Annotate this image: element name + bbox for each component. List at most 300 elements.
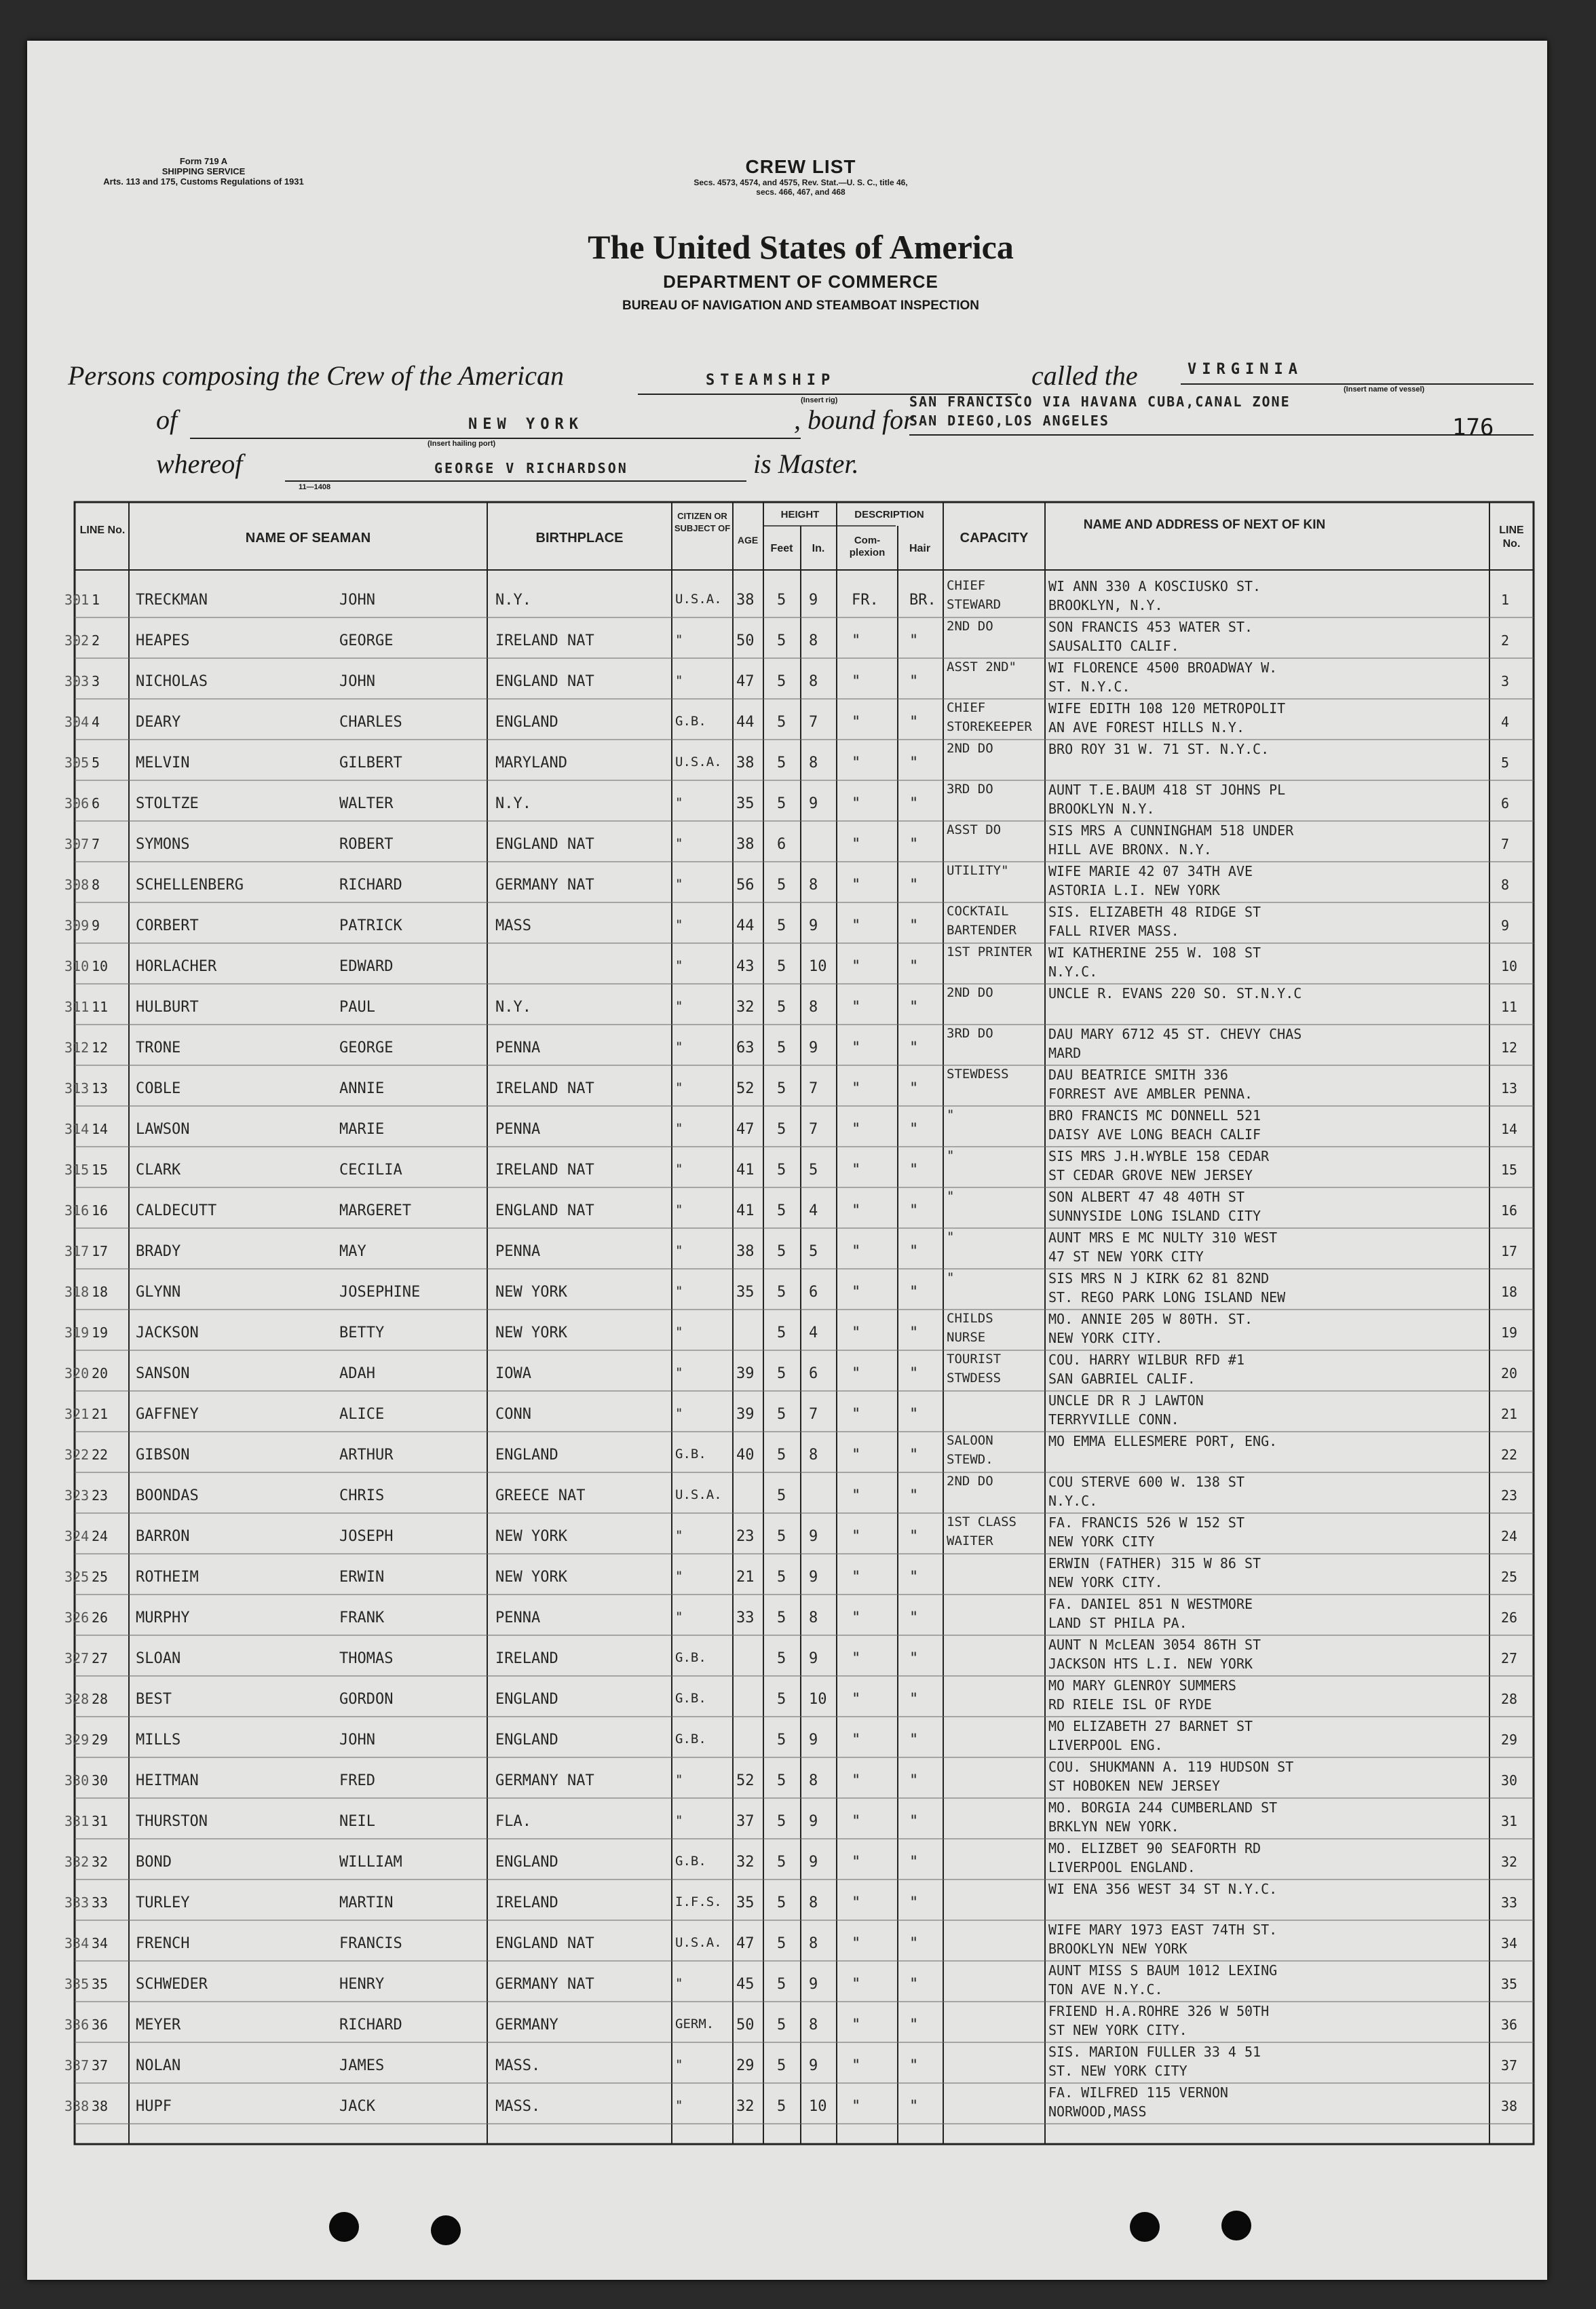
height-feet: 5	[777, 1935, 786, 1952]
citizenship: "	[675, 2057, 683, 2072]
capacity-line-1: CHIEF	[947, 700, 986, 715]
citizenship: "	[675, 958, 683, 973]
birthplace: IOWA	[495, 1365, 531, 1382]
citizenship: U.S.A.	[675, 1487, 722, 1502]
birthplace: MASS.	[495, 2098, 541, 2115]
complexion: "	[852, 836, 861, 853]
stamp-number: 314	[64, 1121, 90, 1137]
col-complexion: Com- plexion	[849, 535, 886, 558]
age: 52	[736, 1772, 755, 1789]
table-row	[27, 740, 1547, 780]
kin-line-1: MO. ELIZBET 90 SEAFORTH RD	[1048, 1840, 1261, 1856]
form-articles: Arts. 113 and 175, Customs Regulations of 1931	[103, 176, 304, 187]
line-number-right: 4	[1501, 714, 1510, 730]
kin-line-1: SIS. MARION FULLER 33 4 51	[1048, 2044, 1261, 2060]
complexion: "	[852, 1569, 861, 1586]
birthplace: ENGLAND NAT	[495, 1202, 594, 1219]
kin-line-2: LIVERPOOL ENGLAND.	[1048, 1859, 1196, 1875]
seaman-given-name: FRED	[339, 1772, 375, 1789]
kin-line-2: NEW YORK CITY.	[1048, 1330, 1163, 1346]
stamp-number: 302	[64, 632, 90, 649]
stamp-number: 313	[64, 1080, 90, 1096]
stamp-number: 303	[64, 673, 90, 689]
birthplace: ENGLAND	[495, 1854, 558, 1871]
birthplace: NEW YORK	[495, 1528, 567, 1545]
birthplace: NEW YORK	[495, 1569, 567, 1586]
age: 35	[736, 795, 755, 812]
kin-line-2: LAND ST PHILA PA.	[1048, 1615, 1188, 1631]
seaman-surname: DEARY	[136, 714, 181, 731]
stamp-number: 308	[64, 877, 90, 893]
line-number-right: 13	[1501, 1080, 1518, 1096]
kin-line-2: NORWOOD,MASS	[1048, 2103, 1147, 2120]
birthplace: IRELAND	[495, 1894, 558, 1911]
table-row	[27, 1350, 1547, 1391]
table-row	[27, 1025, 1547, 1065]
table-row	[27, 943, 1547, 984]
height-inches: 9	[809, 2057, 818, 2074]
line-number-right: 14	[1501, 1121, 1518, 1137]
line-number-right: 33	[1501, 1894, 1518, 1911]
birthplace: PENNA	[495, 1039, 541, 1056]
citizenship: "	[675, 2098, 683, 2113]
age: 38	[736, 755, 755, 771]
kin-line-1: FA. DANIEL 851 N WESTMORE	[1048, 1596, 1253, 1612]
seaman-given-name: JOHN	[339, 1732, 375, 1749]
stamp-number: 322	[64, 1447, 90, 1463]
stamp-number: 306	[64, 795, 90, 812]
crew-of-american-label: Persons composing the Crew of the American	[68, 360, 565, 391]
capacity-line-1: "	[947, 1270, 955, 1285]
table-row	[27, 1879, 1547, 1920]
table-row	[27, 1147, 1547, 1187]
kin-line-1: ERWIN (FATHER) 315 W 86 ST	[1048, 1555, 1261, 1571]
line-number-right: 6	[1501, 795, 1510, 812]
seaman-given-name: JAMES	[339, 2057, 385, 2074]
seaman-surname: GIBSON	[136, 1447, 190, 1464]
citizenship: G.B.	[675, 1447, 706, 1462]
hair: "	[909, 2017, 919, 2034]
age: 56	[736, 877, 755, 894]
seaman-given-name: RICHARD	[339, 877, 402, 894]
kin-line-2: TERRYVILLE CONN.	[1048, 1411, 1179, 1428]
height-feet: 5	[777, 795, 786, 812]
capacity-line-1: "	[947, 1229, 955, 1244]
seaman-surname: BOONDAS	[136, 1487, 199, 1504]
seaman-given-name: PATRICK	[339, 917, 402, 934]
seaman-surname: ROTHEIM	[136, 1569, 199, 1586]
birthplace: FLA.	[495, 1813, 531, 1830]
table-row	[27, 2042, 1547, 2083]
hair: "	[909, 1121, 919, 1138]
line-number: 27	[92, 1650, 109, 1666]
age: 32	[736, 1854, 755, 1871]
stamp-number: 328	[64, 1691, 90, 1707]
birthplace: GREECE NAT	[495, 1487, 586, 1504]
line-number: 22	[92, 1447, 109, 1463]
age: 38	[736, 1243, 755, 1260]
birthplace: ENGLAND NAT	[495, 836, 594, 853]
citizenship: G.B.	[675, 714, 706, 729]
hair: "	[909, 836, 919, 853]
complexion: "	[852, 673, 861, 690]
capacity-line-1: ASST 2ND"	[947, 660, 1016, 674]
capacity-line-1: CHIEF	[947, 578, 986, 593]
age: 38	[736, 836, 755, 853]
seaman-surname: MEYER	[136, 2017, 181, 2034]
citizenship: "	[675, 1365, 683, 1380]
height-feet: 5	[777, 714, 786, 731]
line-number: 23	[92, 1487, 109, 1504]
line-number-right: 19	[1501, 1324, 1518, 1341]
complexion: "	[852, 2057, 861, 2074]
age: 29	[736, 2057, 755, 2074]
hair: "	[909, 1813, 919, 1830]
line-number-right: 20	[1501, 1365, 1518, 1381]
capacity-line-1: "	[947, 1148, 955, 1163]
col-inches: In.	[812, 543, 825, 554]
birthplace: NEW YORK	[495, 1284, 567, 1301]
line-number-right: 31	[1501, 1813, 1518, 1829]
height-feet: 5	[777, 592, 786, 609]
line-number-right: 27	[1501, 1650, 1518, 1666]
binder-hole	[1130, 2212, 1160, 2242]
hair: "	[909, 1202, 919, 1219]
kin-line-1: UNCLE R. EVANS 220 SO. ST.N.Y.C	[1048, 985, 1302, 1001]
line-number: 28	[92, 1691, 109, 1707]
seaman-surname: CORBERT	[136, 917, 199, 934]
height-inches: 10	[809, 958, 827, 975]
kin-line-2: ST CEDAR GROVE NEW JERSEY	[1048, 1167, 1253, 1183]
hair: "	[909, 1162, 919, 1179]
seaman-given-name: CHRIS	[339, 1487, 385, 1504]
hair: "	[909, 1609, 919, 1626]
citizenship: "	[675, 1609, 683, 1624]
age: 39	[736, 1406, 755, 1423]
seaman-surname: CLARK	[136, 1162, 181, 1179]
citizenship: "	[675, 673, 683, 688]
line-number-right: 38	[1501, 2098, 1518, 2114]
line-number: 6	[92, 795, 100, 812]
stamp-number: 301	[64, 592, 90, 608]
age: 40	[736, 1447, 755, 1464]
seaman-surname: LAWSON	[136, 1121, 190, 1138]
stamp-number: 309	[64, 917, 90, 934]
height-inches: 9	[809, 1732, 818, 1749]
height-feet: 5	[777, 1854, 786, 1871]
line-number: 8	[92, 877, 100, 893]
col-name-of-seaman: NAME OF SEAMAN	[245, 531, 371, 546]
seaman-surname: HEAPES	[136, 632, 190, 649]
height-inches: 8	[809, 1894, 818, 1911]
complexion: "	[852, 1609, 861, 1626]
col-description: DESCRIPTION	[854, 509, 924, 520]
seaman-given-name: EDWARD	[339, 958, 394, 975]
complexion: "	[852, 632, 861, 649]
col-line-no-right: LINE No.	[1499, 524, 1524, 550]
birthplace: IRELAND NAT	[495, 1080, 594, 1097]
table-row	[27, 699, 1547, 740]
height-feet: 5	[777, 1121, 786, 1138]
complexion: "	[852, 714, 861, 731]
kin-line-2: NEW YORK CITY.	[1048, 1574, 1163, 1590]
complexion: "	[852, 1650, 861, 1667]
seaman-surname: JACKSON	[136, 1324, 199, 1341]
height-feet: 5	[777, 1976, 786, 1993]
stamp-number: 327	[64, 1650, 90, 1666]
birthplace: ENGLAND	[495, 1447, 558, 1464]
seaman-surname: CALDECUTT	[136, 1202, 217, 1219]
birthplace: ENGLAND	[495, 714, 558, 731]
hair: "	[909, 1324, 919, 1341]
seaman-surname: GAFFNEY	[136, 1406, 199, 1423]
hair: "	[909, 673, 919, 690]
line-number-right: 22	[1501, 1447, 1518, 1463]
line-number-right: 16	[1501, 1202, 1518, 1219]
citizenship: U.S.A.	[675, 1935, 722, 1950]
height-inches: 4	[809, 1324, 818, 1341]
capacity-line-1: 2ND DO	[947, 741, 993, 756]
height-feet: 5	[777, 1284, 786, 1301]
seaman-surname: SYMONS	[136, 836, 190, 853]
statute-line-1: Secs. 4573, 4574, and 4575, Rev. Stat.—U. S. C., title 46,	[694, 178, 908, 187]
line-number: 32	[92, 1854, 109, 1870]
complexion: "	[852, 1528, 861, 1545]
seaman-given-name: JOSEPHINE	[339, 1284, 421, 1301]
height-feet: 5	[777, 1609, 786, 1626]
hailing-port-value: NEW YORK	[468, 416, 584, 433]
height-feet: 5	[777, 958, 786, 975]
col-feet: Feet	[770, 543, 793, 554]
hair: "	[909, 999, 919, 1016]
citizenship: U.S.A.	[675, 592, 722, 607]
kin-line-1: WI ENA 356 WEST 34 ST N.Y.C.	[1048, 1881, 1278, 1897]
hair: "	[909, 1039, 919, 1056]
birthplace: GERMANY NAT	[495, 877, 594, 894]
kin-line-2: LIVERPOOL ENG.	[1048, 1737, 1163, 1753]
kin-line-2: ST. REGO PARK LONG ISLAND NEW	[1048, 1289, 1286, 1305]
hair: "	[909, 877, 919, 894]
seaman-surname: TRONE	[136, 1039, 181, 1056]
line-number-right: 2	[1501, 632, 1510, 649]
table-row	[27, 1106, 1547, 1147]
stamp-number: 307	[64, 836, 90, 852]
seaman-surname: HUPF	[136, 2098, 172, 2115]
height-inches: 8	[809, 755, 818, 771]
complexion: "	[852, 1243, 861, 1260]
table-row	[27, 1961, 1547, 2002]
seaman-surname: SANSON	[136, 1365, 190, 1382]
table-row	[27, 1717, 1547, 1757]
citizenship: "	[675, 1039, 683, 1054]
line-number-right: 15	[1501, 1162, 1518, 1178]
print-code: 11—1408	[299, 483, 331, 491]
line-number: 24	[92, 1528, 109, 1544]
citizenship: G.B.	[675, 1854, 706, 1869]
kin-line-1: BRO ROY 31 W. 71 ST. N.Y.C.	[1048, 741, 1270, 757]
age: 41	[736, 1202, 755, 1219]
age: 52	[736, 1080, 755, 1097]
height-inches: 8	[809, 632, 818, 649]
seaman-given-name: CECILIA	[339, 1162, 402, 1179]
line-number-right: 26	[1501, 1609, 1518, 1626]
hair: "	[909, 1487, 919, 1504]
seaman-surname: MELVIN	[136, 755, 190, 771]
height-inches: 7	[809, 1406, 818, 1423]
kin-line-1: AUNT MRS E MC NULTY 310 WEST	[1048, 1229, 1278, 1246]
height-inches: 9	[809, 1854, 818, 1871]
col-age: AGE	[737, 535, 759, 546]
line-number-right: 34	[1501, 1935, 1518, 1951]
age: 32	[736, 999, 755, 1016]
seaman-given-name: GILBERT	[339, 755, 402, 771]
kin-line-1: WIFE EDITH 108 120 METROPOLIT	[1048, 700, 1286, 717]
kin-line-2: ST NEW YORK CITY.	[1048, 2022, 1188, 2038]
complexion: "	[852, 1202, 861, 1219]
statute-line-2: secs. 466, 467, and 468	[756, 187, 846, 197]
seaman-given-name: JOHN	[339, 673, 375, 690]
hair: "	[909, 917, 919, 934]
line-number: 7	[92, 836, 100, 852]
line-number-right: 3	[1501, 673, 1510, 689]
hair: "	[909, 1691, 919, 1708]
kin-line-2: BROOKLYN NEW YORK	[1048, 1941, 1188, 1957]
line-number: 2	[92, 632, 100, 649]
citizenship: "	[675, 1243, 683, 1258]
height-feet: 5	[777, 1528, 786, 1545]
kin-line-2: SAN GABRIEL CALIF.	[1048, 1371, 1196, 1387]
kin-line-1: SIS MRS J.H.WYBLE 158 CEDAR	[1048, 1148, 1270, 1164]
complexion: "	[852, 1976, 861, 1993]
hair: "	[909, 1569, 919, 1586]
birthplace: IRELAND NAT	[495, 632, 594, 649]
seaman-surname: HULBURT	[136, 999, 199, 1016]
kin-line-1: FA. FRANCIS 526 W 152 ST	[1048, 1514, 1244, 1531]
table-row	[27, 577, 1547, 617]
hair: "	[909, 714, 919, 731]
table-row	[27, 1839, 1547, 1879]
hair: "	[909, 1243, 919, 1260]
height-inches: 9	[809, 592, 818, 609]
age: 35	[736, 1894, 755, 1911]
table-row	[27, 1798, 1547, 1839]
vessel-caption: (Insert name of vessel)	[1344, 385, 1425, 394]
kin-line-2: HILL AVE BRONX. N.Y.	[1048, 841, 1212, 858]
kin-line-2: MARD	[1048, 1045, 1082, 1061]
table-row	[27, 617, 1547, 658]
seaman-given-name: MARIE	[339, 1121, 385, 1138]
complexion: "	[852, 1080, 861, 1097]
destination-line-1: SAN FRANCISCO VIA HAVANA CUBA,CANAL ZONE	[909, 394, 1291, 410]
seaman-given-name: THOMAS	[339, 1650, 394, 1667]
kin-line-1: WI FLORENCE 4500 BROADWAY W.	[1048, 660, 1278, 676]
col-height: HEIGHT	[780, 509, 820, 520]
line-number: 11	[92, 999, 109, 1015]
height-feet: 5	[777, 1039, 786, 1056]
kin-line-1: UNCLE DR R J LAWTON	[1048, 1392, 1204, 1409]
kin-line-2: AN AVE FOREST HILLS N.Y.	[1048, 719, 1244, 736]
table-row	[27, 1554, 1547, 1595]
birthplace: ENGLAND NAT	[495, 673, 594, 690]
kin-line-1: SON ALBERT 47 48 40TH ST	[1048, 1189, 1244, 1205]
table-row	[27, 821, 1547, 862]
capacity-line-1: 2ND DO	[947, 619, 993, 634]
birthplace: MASS.	[495, 2057, 541, 2074]
capacity-line-1: STEWDESS	[947, 1067, 1009, 1082]
birthplace: ENGLAND	[495, 1691, 558, 1708]
kin-line-2: N.Y.C.	[1048, 963, 1098, 980]
height-inches: 5	[809, 1162, 818, 1179]
page-number: 176	[1452, 414, 1494, 441]
height-inches: 8	[809, 1935, 818, 1952]
seaman-given-name: BETTY	[339, 1324, 385, 1341]
capacity-line-1: ASST DO	[947, 822, 1002, 837]
stamp-number: 330	[64, 1772, 90, 1789]
kin-line-1: FRIEND H.A.ROHRE 326 W 50TH	[1048, 2003, 1270, 2019]
height-inches: 7	[809, 1080, 818, 1097]
seaman-surname: GLYNN	[136, 1284, 181, 1301]
stamp-number: 310	[64, 958, 90, 974]
citizenship: GERM.	[675, 2017, 715, 2031]
table-row	[27, 1920, 1547, 1961]
height-inches: 9	[809, 1813, 818, 1830]
line-number: 30	[92, 1772, 109, 1789]
master-name-value: GEORGE V RICHARDSON	[434, 460, 628, 476]
table-row	[27, 1472, 1547, 1513]
table-row	[27, 2002, 1547, 2042]
crew-list-title: CREW LIST	[745, 156, 856, 177]
kin-line-1: MO. ANNIE 205 W 80TH. ST.	[1048, 1311, 1253, 1327]
birthplace: NEW YORK	[495, 1324, 567, 1341]
age: 44	[736, 714, 755, 731]
complexion: "	[852, 2017, 861, 2034]
stamp-number: 304	[64, 714, 90, 730]
kin-line-1: WIFE MARIE 42 07 34TH AVE	[1048, 863, 1253, 879]
line-number: 34	[92, 1935, 109, 1951]
whereof-label: whereof	[156, 449, 243, 479]
line-number-right: 37	[1501, 2057, 1518, 2074]
seaman-surname: BEST	[136, 1691, 172, 1708]
seaman-given-name: RICHARD	[339, 2017, 402, 2034]
seaman-given-name: CHARLES	[339, 714, 402, 731]
form-service: SHIPPING SERVICE	[162, 166, 246, 176]
table-row	[27, 1187, 1547, 1228]
kin-line-1: SIS. ELIZABETH 48 RIDGE ST	[1048, 904, 1261, 920]
of-label: of	[156, 404, 178, 435]
citizenship: "	[675, 1162, 683, 1177]
line-number-right: 7	[1501, 836, 1510, 852]
complexion: "	[852, 1365, 861, 1382]
hair: "	[909, 1732, 919, 1749]
complexion: "	[852, 1121, 861, 1138]
seaman-given-name: GEORGE	[339, 1039, 394, 1056]
age: 39	[736, 1365, 755, 1382]
height-feet: 5	[777, 877, 786, 894]
complexion: "	[852, 1935, 861, 1952]
height-inches: 9	[809, 1528, 818, 1545]
line-number: 9	[92, 917, 100, 934]
line-number: 31	[92, 1813, 109, 1829]
kin-line-1: BRO FRANCIS MC DONNELL 521	[1048, 1107, 1261, 1124]
vessel-name-value: VIRGINIA	[1188, 361, 1303, 378]
department-title: DEPARTMENT OF COMMERCE	[663, 271, 938, 292]
table-row	[27, 1432, 1547, 1472]
capacity-line-2: WAITER	[947, 1533, 993, 1548]
seaman-surname: MILLS	[136, 1732, 181, 1749]
seaman-given-name: PAUL	[339, 999, 375, 1016]
age: 35	[736, 1284, 755, 1301]
capacity-line-1: "	[947, 1107, 955, 1122]
